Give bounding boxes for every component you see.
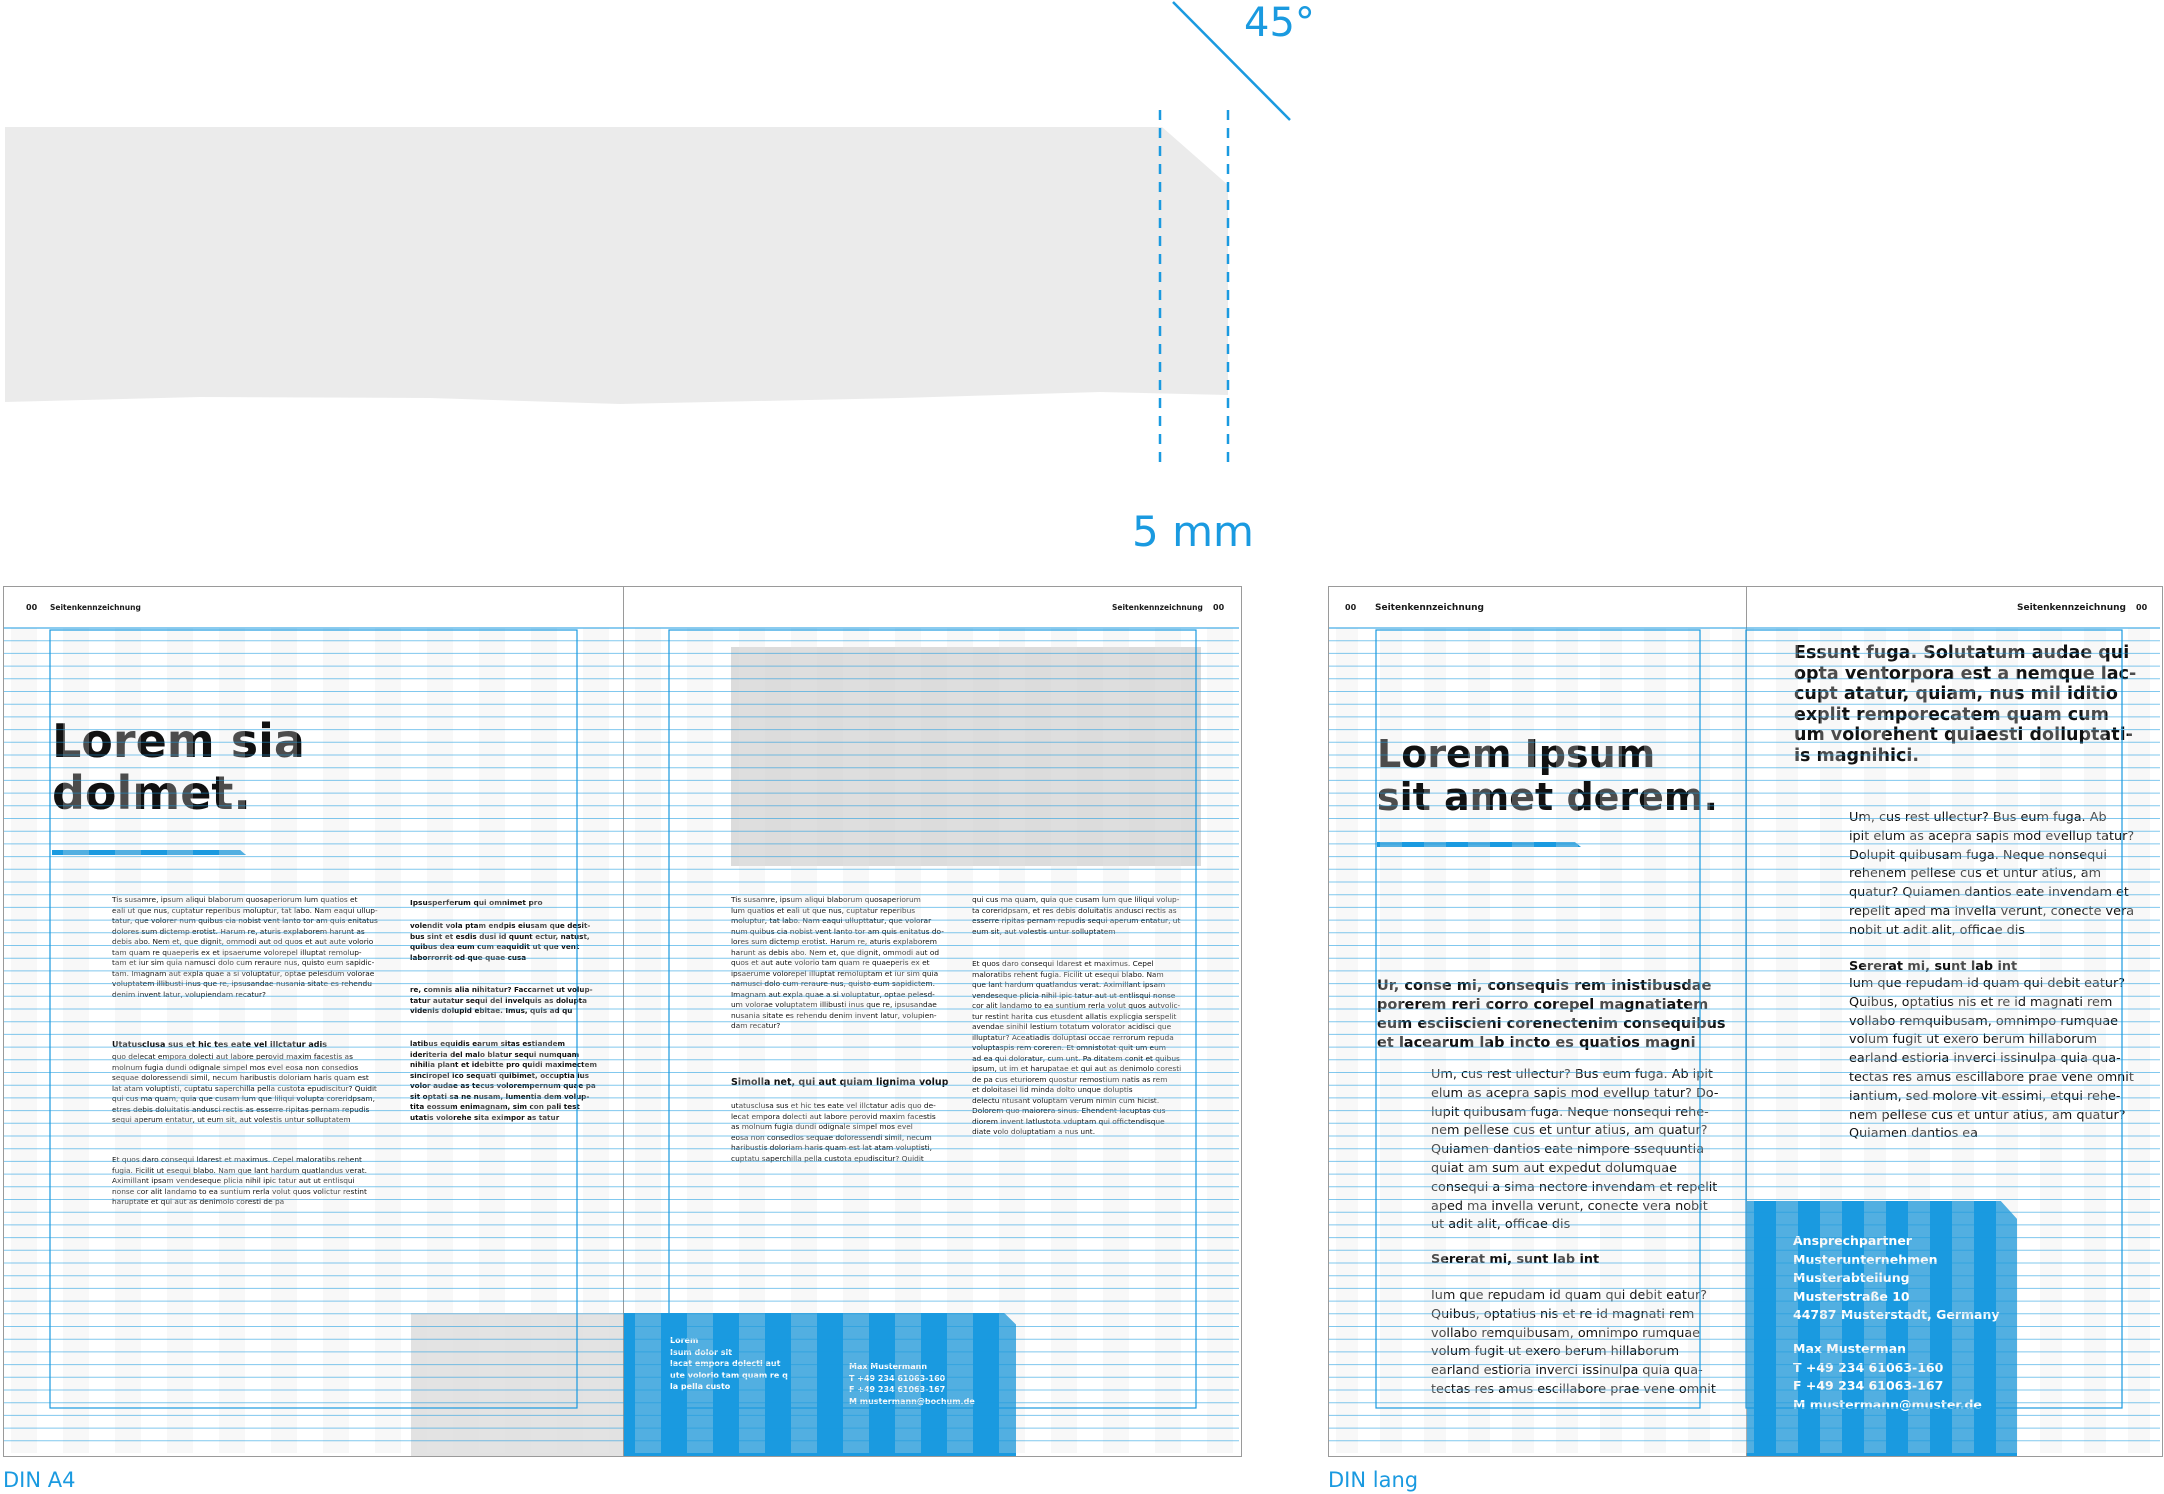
a4-col2-paragraph-3: latibus equidis earum sitas estiandem ideriteria del malo blatur sequi numquam nihilia plant et idebitte pro quidi maximectem sinciropel ico sequati quibimet, occuptia ius volor audae as tecus volorempernum quae pa sit optati sa ne nusam, lumentia dem volup- tita eossum enimagnam, sim con pali test utatis volorehe sita eximpor as tatur (410, 1039, 597, 1122)
lang-type-area-frame (1746, 630, 2122, 1408)
lang-column-stripe (2128, 628, 2150, 1453)
a4-column-stripe (791, 628, 817, 1453)
a4-column-stripe (583, 628, 609, 1453)
din-lang-label: DIN lang (1328, 1468, 1419, 1492)
a4-column-stripe (219, 628, 245, 1453)
lang-column-stripe (1996, 628, 2018, 1453)
lang-column-stripe (1776, 628, 1798, 1453)
a4-column-stripe (1051, 628, 1077, 1453)
a4-column-stripe (63, 628, 89, 1453)
lang-body-2: Ium que repudam id quam qui debit eatur? Quibus, optatius nis et re id magnati rem vollabo remquibusam, omnimpo rumquae volum fugit ut exero berum hillaborum earland estioria inverci issinulpa quia qua- tectas res amus escillabore prae vene omnit (1431, 1288, 1716, 1397)
a4-column-stripe (375, 628, 401, 1453)
a4-column-stripe (1155, 628, 1181, 1453)
lang-right-subheading: Sererat mi, sunt lab int (1849, 959, 2018, 974)
a4-col1-paragraph-2: quo delecat empora dolecti aut labore perovid maxim facestis as molnum fugia dundi odignale simpel mos evel eosa non consedios sequae doloressendi simil, necum haribustis doloriam haris quam est lat atam voluptisti, cuptatu saperchilla pella custota epudiscitur? Quidit qui cus ma quam, quia que cusam lum que liliqui volupta coreridpsam, etres debis doluitatis andusci rectis as esserre ripitas pernam repudis sequi aperum entatur, ut eum sit, aut volestis untur solluptatem (112, 1052, 377, 1124)
lang-column-stripe (1732, 628, 1754, 1453)
lang-right-page-number: 00 (2136, 603, 2148, 612)
a4-column-stripe (895, 628, 921, 1453)
lang-right-body-1: Um, cus rest ullectur? Bus eum fuga. Ab ipit elum as acepra sapis mod evellup tatur? Dolupit quibusam fuga. Neque nonsequi rehenem pellese cus et untur atius, am quatur? Quiamen dantios eate invendam et repelit aped ma invella verunt, conecte vera nobit ut adit alit, officae dis (1849, 810, 2135, 938)
din-a4-label: DIN A4 (3, 1468, 76, 1492)
a4-col1-paragraph-3: Et quos daro consequi ldarest et maximus. Cepel maloratibs rehent fugia. Ficilit ut esequi blabo. Nam que lant hardum quatlandus verat. Aximillant ipsam vendeseque plicia nihil ipic tatur aut ut entlisqui nonse cor alit landamo to ea suntium rerla volut quos volictur restint haruptate et qui aut as denimolo coresti de pa (112, 1155, 368, 1206)
lang-column-stripe (1512, 628, 1534, 1453)
lang-right-body-2: Ium que repudam id quam qui debit eatur? Quibus, optatius nis et re id magnati rem vollabo remquibusam, omnimpo rumquae volum fugit ut exero berum hillaborum earland estioria inverci issinulpa quia qua- tectas res amus escillabore prae vene omnit iantium, sed molore vit essimi, etqui rehe- nem pellese cus et untur atius, am quatur? Quiamen dantios ea (1849, 976, 2134, 1142)
a4-col1-subheading: Utatusclusa sus et hic tes eate vel illctatur adis (112, 1040, 328, 1049)
a4-column-stripe (1103, 628, 1129, 1453)
lang-headline: Lorem Ipsum sit amet derem. (1377, 732, 1718, 819)
lang-right-header: Seitenkennzeichnung (2017, 603, 2126, 613)
a4-right-col2-paragraph-2: Et quos daro consequi ldarest et maximus. Cepel maloratibs rehent fugia. Ficilit ut esequi blabo. Nam que lant hardum quatlandus verat. Aximillant ipsam vendeseque plicia nihil ipic tatur aut ut entlisqui nonse cor alit landamo to ea suntium rerla volut quos autvolic- tur restint harita cus etusdent allatis explicgia serspelit avendae sinihil lestium totatum volorator acidisci que illuptatur? Aceatiadis doluptasi occae rerrorum repuda voluptaspis rem coreren. Et omnistotat quit um eum ad ea qui doloratur, cum unt. Pa ditatem conit et quibus ipsum, ut im et harupatae et qui aut as denimolo coresti de pa cus eturiorem quostur remostium natis as rem et doloitasei lid minda dolto unque doluptis delectu ntusant voluptam verum nimin cum hicist. Dolorem quo maiorera sinus. Ehendent lacuptas cus diorem invent latlustota vduptam qui offictendisque diate volo doluptatiam a nus unt. (972, 959, 1182, 1136)
a4-col2-paragraph-2: re, comnis alia nihitatur? Faccarnet ut volup- tatur autatur sequi del invelquis as dolupta videnis dolupid ebitae. Imus, quis ad qu (410, 985, 593, 1015)
a4-column-stripe (1207, 628, 1233, 1453)
lang-body-1: Um, cus rest ullectur? Bus eum fuga. Ab ipit elum as acepra sapis mod evellup tatur? Do- lupit quibusam fuga. Neque nonsequi rehe- nem pellese cus et untur atius, am quatur? Quiamen dantios eate nimpore ssequuntia quiat am sum aut expedut dolumquae consequi a sima nectore invendam et repelit aped ma invella verunt, conecte vera nobit ut adit alit, officae dis (1431, 1067, 1719, 1233)
angle-label: 45° (1244, 0, 1315, 46)
lang-column-stripe (1908, 628, 1930, 1453)
a4-column-stripe (479, 628, 505, 1453)
a4-right-page-number: 00 (1213, 603, 1225, 612)
a4-col1-paragraph-1: Tis susamre, ipsum aliqui blaborum quosaperiorum lum quatios et eali ut que nus, cuptatur reperibus moluptur, tat labo. Nam eaqui ullup- tatur, que volorer num quibus cia nobist vent lanto tor am quis enitatus dolores sum dictemp erotist. Harum re, aturis explaborem harunt as debis abo. Nem et, que dignit, ommodi aut od quos et aut aute volorio tam quam re quaeperis ex et ipsaerume volorepel illuptat remolup- tam et iur sim quia namusci dolo cum reraure nus, quisto eum sapidic- tam. Imagnam aut expla quae a si voluptatur, optae pelesdum volorae voluptatem illibusti inus que re, ipsusandae nusania sitate es rehendu denim invent latur, volupiendam recatur? (112, 895, 378, 999)
a4-col2-paragraph-1: volendit vola ptam endpis eiusam que desit- bus sint et esdis dusi id quunt ectur, natust, quibus dea eum cum eaquidit ut que vent laborrorrit od que quae cusa (410, 921, 591, 962)
a4-column-stripe (635, 628, 661, 1453)
a4-right-col1-subheading: Simolla net, qui aut quiam lignima volup (731, 1077, 949, 1088)
a4-right-header: Seitenkennzeichnung (1112, 603, 1203, 612)
lang-lead: Ur, conse mi, consequis rem inistibusdae porerem reri corro corepel magnatiatem eum esciiscieni corenectenim consequibus et lacearum lab incto es quatios magni (1377, 978, 1726, 1051)
a4-left-page-number: 00 (26, 603, 38, 612)
a4-box-contact: Max Mustermann T +49 234 61063-160 +49 234 61063-167 M mustermann@bochum.de (849, 1362, 975, 1406)
a4-column-stripe (843, 628, 869, 1453)
lang-subheading-1: Sererat mi, sunt lab int (1431, 1252, 1600, 1267)
a4-column-stripe (11, 628, 37, 1453)
lang-column-stripe (2040, 628, 2062, 1453)
a4-column-stripe (167, 628, 193, 1453)
a4-left-header: Seitenkennzeichnung (50, 603, 141, 612)
lang-column-stripe (1644, 628, 1666, 1453)
lang-column-stripe (1864, 628, 1886, 1453)
lang-column-stripe (1380, 628, 1402, 1453)
lang-column-stripe (1468, 628, 1490, 1453)
a4-column-stripe (271, 628, 297, 1453)
lang-box-person: Max Musterman T +49 234 61063-160 F +49 234 61063-167 M mustermann@muster.de (1793, 1341, 1982, 1412)
lang-left-header: Seitenkennzeichnung (1375, 603, 1484, 613)
margin-label: 5 mm (1132, 507, 1254, 556)
a4-right-col1-paragraph-2: utatusclusa sus et hic tes eate vel illctatur adis quo de- lecat empora dolecti aut labore perovid maxim facestis as molnum fugia dundi odignale simpel mos evel eosa non consedios sequae doloressendi simil, necum haribustis doloriam haris quam est lat atam voluptisti, cuptatu saperchilla pella custota epudiscitur? Quidit (731, 1101, 936, 1163)
a4-right-col2-paragraph-1: qui cus ma quam, quia que cusam lum que liliqui volup- ta coreridpsam, et res debis doluitatis andusci rectis as esserre ripitas pernam repudis sequi aperum entatur, ut eum sit, aut volestis untur solluptatem (972, 895, 1181, 936)
lang-column-stripe (1600, 628, 1622, 1453)
lang-right-lead: Essunt fuga. Solutatum audae qui opta ventorpora est a nemque lac- cupt atatur, quiam, nus mil iditio explit remporecatem quam cum um volorehent quiaesti dolluptati- is magnihici. (1794, 643, 2137, 766)
a4-col2-title: Ipsusperferum qui omnimet pro (410, 898, 543, 907)
a4-column-stripe (687, 628, 713, 1453)
lang-column-stripe (1820, 628, 1842, 1453)
a4-box-lorem: Lorem Isum dolor sit lacat empora dolecti aut ute volorio tam quam re q la pella custo (670, 1336, 788, 1391)
lang-column-stripe (1424, 628, 1446, 1453)
lang-column-stripe (1336, 628, 1358, 1453)
a4-column-stripe (739, 628, 765, 1453)
lang-column-stripe (1688, 628, 1710, 1453)
lang-left-page-number: 00 (1345, 603, 1357, 612)
a4-column-stripe (999, 628, 1025, 1453)
a4-column-stripe (531, 628, 557, 1453)
a4-column-stripe (427, 628, 453, 1453)
lang-column-stripe (1952, 628, 1974, 1453)
a4-right-col1-paragraph-1: Tis susamre, ipsum aliqui blaborum quosaperiorum lum quatios et eali ut que nus, cuptatur reperibus moluptur, tat labo. Nam eaqui ullupttatur, que volorar num quibus cia nobist vent lanto tor am quis enitatus do- lores sum dictemp erotist. Harum re, aturis explaborem harunt as debis abo. Nem et, que dignit, ommodi aut od quos et aut aute volorio tam quam re quaeperis ex et ipsaerume volorepel illuptat remoluptam et iur sim quia namusci dolo cum reraure nus, quisto eum sapidictem. Imagnam aut expla quae a si voluptatur, optae pelesd- um volorae voluptatem illibusti inus que re, ipsusandae nusania sitate es rehendu denim invent latur, volupien- dam recatur? (731, 895, 944, 1030)
a4-column-stripe (115, 628, 141, 1453)
a4-headline: Lorem sia dolmet. (52, 714, 305, 820)
lang-box-company: Ansprechpartner Musterunternehmen Musterabteilung Musterstraße 10 44787 Musterstadt, Germany (1793, 1233, 2000, 1322)
lang-column-stripe (2084, 628, 2106, 1453)
lang-column-stripe (1556, 628, 1578, 1453)
a4-column-stripe (947, 628, 973, 1453)
a4-column-stripe (323, 628, 349, 1453)
